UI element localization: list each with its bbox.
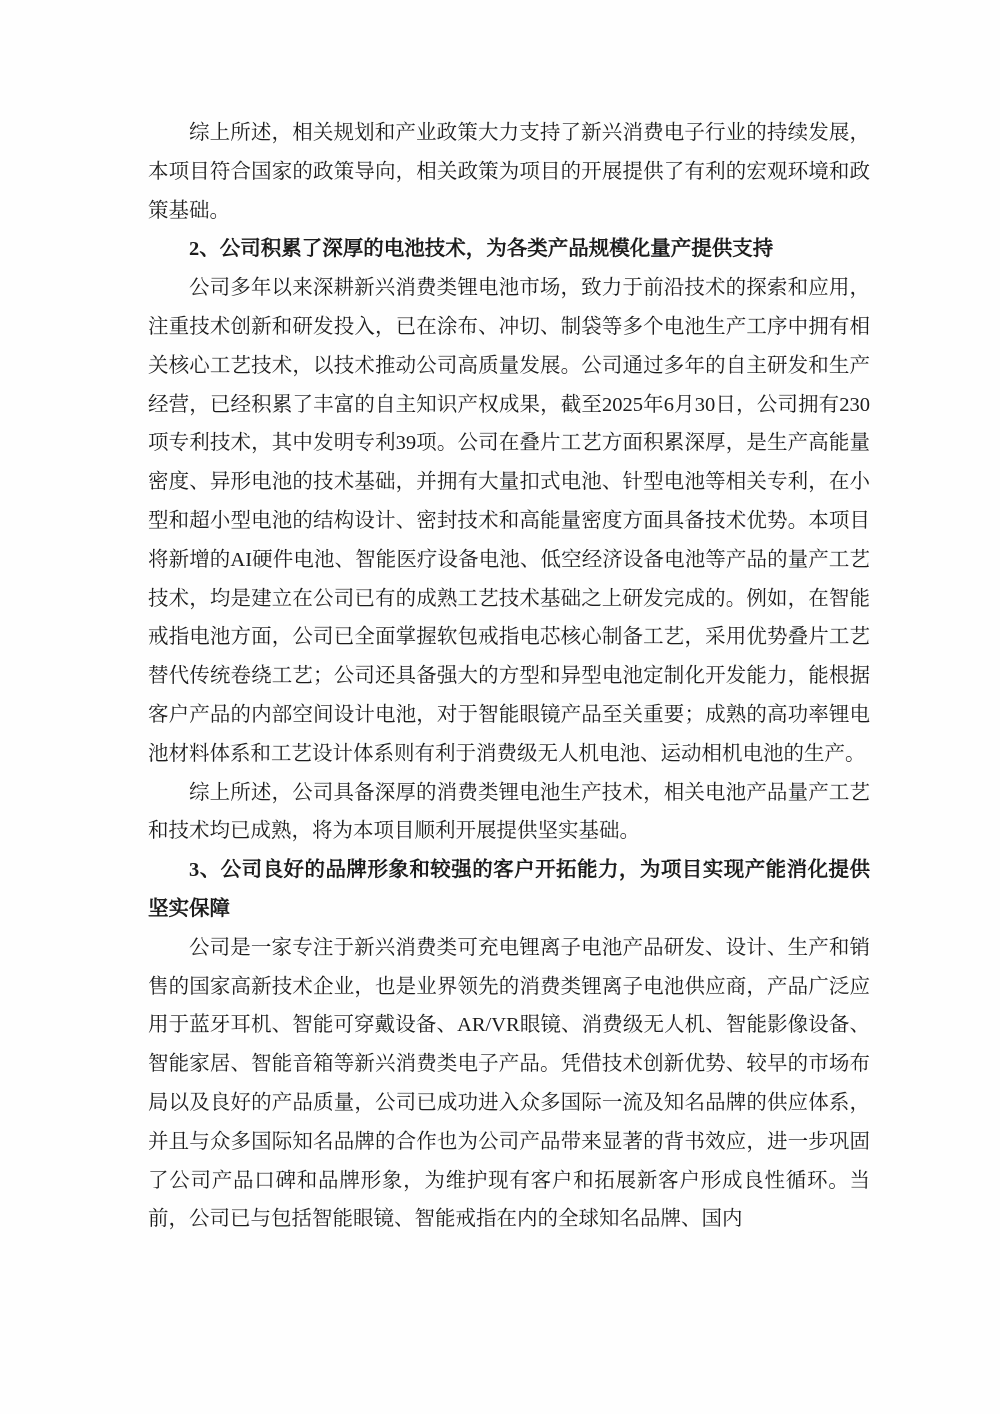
paragraph-technology-summary: 综上所述，公司具备深厚的消费类锂电池生产技术，相关电池产品量产工艺和技术均已成熟，将为本项目顺利开展提供坚实基础。 — [148, 781, 870, 843]
paragraph-policy-summary: 综上所述，相关规划和产业政策大力支持了新兴消费电子行业的持续发展，本项目符合国家的政策导向，相关政策为项目的开展提供了有利的宏观环境和政策基础。 — [148, 122, 870, 222]
section-heading-brand-customers: 3、公司良好的品牌形象和较强的客户开拓能力，为项目实现产能消化提供坚实保障 — [148, 859, 870, 920]
section-heading-battery-technology: 2、公司积累了深厚的电池技术，为各类产品规模化量产提供支持 — [189, 238, 774, 261]
paragraph-battery-technology-detail: 公司多年以来深耕新兴消费类锂电池市场，致力于前沿技术的探索和应用，注重技术创新和研发投入，已在涂布、冲切、制袋等多个电池生产工序中拥有相关核心工艺技术，以技术推动公司高质量发展。公司通过多年的自主研发和生产经营，已经积累了丰富的自主知识产权成果，截至2025年6月30日，公司拥有230项专利技术，其中发明专利39项。公司在叠片工艺方面积累深厚，是生产高能量密度、异形电池的技术基础，并拥有大量扣式电池、针型电池等相关专利，在小型和超小型电池的结构设计、密封技术和高能量密度方面具备技术优势。本项目将新增的AI硬件电池、智能医疗设备电池、低空经济设备电池等产品的量产工艺技术，均是建立在公司已有的成熟工艺技术基础之上研发完成的。例如，在智能戒指电池方面，公司已全面掌握软包戒指电芯核心制备工艺，采用优势叠片工艺替代传统卷绕工艺；公司还具备强大的方型和异型电池定制化开发能力，能根据客户产品的内部空间设计电池，对于智能眼镜产品至关重要；成熟的高功率锂电池材料体系和工艺设计体系则有利于消费级无人机电池、运动相机电池的生产。 — [148, 277, 870, 765]
paragraph-brand-customers-detail: 公司是一家专注于新兴消费类可充电锂离子电池产品研发、设计、生产和销售的国家高新技术企业，也是业界领先的消费类锂离子电池供应商，产品广泛应用于蓝牙耳机、智能可穿戴设备、AR/VR眼镜、消费级无人机、智能影像设备、智能家居、智能音箱等新兴消费类电子产品。凭借技术创新优势、较早的市场布局以及良好的产品质量，公司已成功进入众多国际一流及知名品牌的供应体系，并且与众多国际知名品牌的合作也为公司产品带来显著的背书效应，进一步巩固了公司产品口碑和品牌形象，为维护现有客户和拓展新客户形成良性循环。当前，公司已与包括智能眼镜、智能戒指在内的全球知名品牌、国内 — [148, 936, 870, 1231]
